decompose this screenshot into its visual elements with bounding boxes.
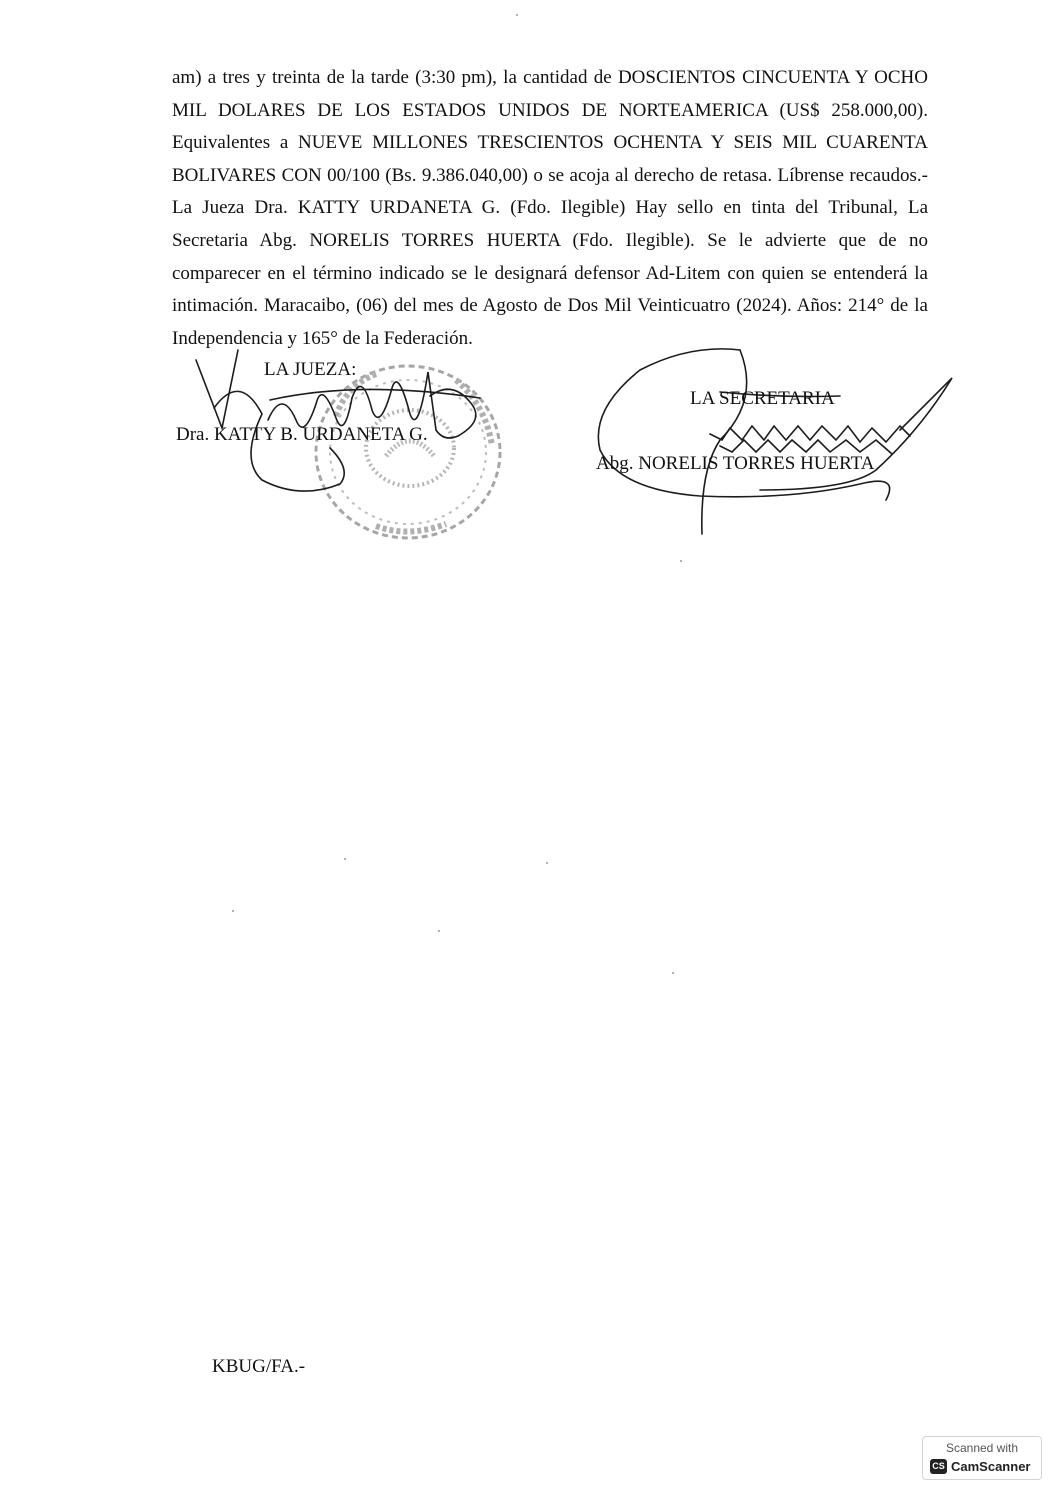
camscanner-logo-icon: CS [930, 1459, 947, 1474]
scanned-with-label: Scanned with [945, 1441, 1019, 1455]
court-seal-stamp [306, 356, 506, 542]
secretary-name: Abg. NORELIS TORRES HUERTA [596, 453, 875, 474]
judge-name: Dra. KATTY B. URDANETA G. [176, 424, 428, 445]
judge-title: LA JUEZA: [264, 359, 357, 380]
scan-speck [546, 862, 548, 864]
scan-speck [516, 14, 518, 16]
scan-speck [232, 910, 234, 912]
scan-speck [344, 858, 346, 860]
secretary-title: LA SECRETARIA [690, 388, 835, 409]
reference-code: KBUG/FA.- [212, 1356, 306, 1377]
scan-speck [438, 930, 440, 932]
camscanner-badge [922, 1436, 1042, 1480]
scan-speck [672, 972, 674, 974]
scan-speck [680, 560, 682, 562]
camscanner-brand: CamScanner [951, 1459, 1031, 1474]
body-paragraph: am) a tres y treinta de la tarde (3:30 pm), la cantidad de DOSCIENTOS CINCUENTA Y OCHO MIL DOLARES DE LOS ESTADOS UNIDOS DE NORTEAMERICA (US$ 258.000,00). Equivalentes a NUEVE MILLONES TRESCIENTOS OCHENTA Y SEIS MIL CUARENTA BOLIVARES CON 00/100 (Bs. 9.386.040,00) o se acoja al derecho de retasa. Líbrense recaudos.- La Jueza Dra. KATTY URDANETA G. (Fdo. Ilegible) Hay sello en tinta del Tribunal, La Secretaria Abg. NORELIS TORRES HUERTA (Fdo. Ilegible). Se le advierte que de no comparecer en el término indicado se le designará defensor Ad-Litem con quien se entenderá la intimación. Maracaibo, (06) del mes de Agosto de Dos Mil Veinticuatro (2024). Años: 214° de la Independencia y 165° de la Federación. [172, 67, 928, 349]
